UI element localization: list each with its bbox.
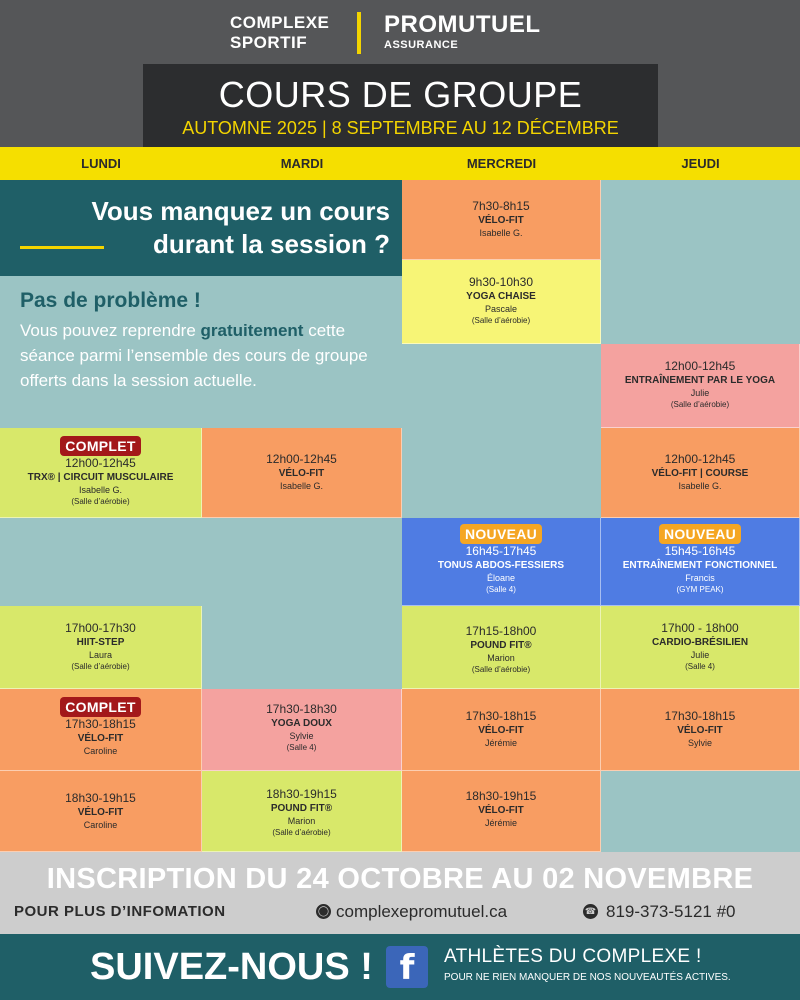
- class-name: VÉLO-FIT: [677, 725, 723, 736]
- globe-icon: ◯: [317, 906, 330, 917]
- class-mar-velo-fit: [202, 428, 402, 518]
- day-mercredi: MERCREDI: [466, 156, 537, 171]
- class-instructor: Pascale: [484, 304, 518, 314]
- class-instructor: Isabelle G.: [479, 228, 523, 238]
- promo-heading: Pas de problème !: [20, 289, 201, 312]
- class-name: VÉLO-FIT: [77, 733, 124, 744]
- class-room: (Salle 4): [286, 743, 317, 752]
- class-time: 12h00-12h45: [664, 452, 736, 466]
- class-instructor: Isabelle G.: [279, 481, 324, 491]
- class-name: CARDIO-BRÉSILIEN: [651, 637, 749, 648]
- promo-line-2: durant la session ?: [153, 229, 390, 259]
- class-name: VÉLO-FIT: [478, 725, 524, 736]
- class-instructor: Caroline: [83, 820, 118, 830]
- class-lun-velo-fit-1: [0, 689, 202, 771]
- info-label: POUR PLUS D’INFOMATION: [14, 903, 226, 920]
- class-mar-pound-fit: [202, 771, 402, 852]
- class-room: (Salle d’aérobie): [471, 316, 531, 325]
- class-name: POUND FIT®: [470, 640, 532, 651]
- class-time: 17h00 - 18h00: [661, 621, 739, 635]
- logo-promutuel-main: PROMUTUEL: [384, 11, 541, 38]
- class-instructor: Marion: [287, 816, 316, 826]
- class-lun-velo-fit-2: [0, 771, 202, 852]
- class-room: (Salle 4): [486, 585, 516, 594]
- facebook-group-name[interactable]: ATHLÈTES DU COMPLEXE !: [444, 946, 702, 967]
- class-jeu-velo-fit: [601, 689, 800, 771]
- class-time: 15h45-16h45: [664, 544, 736, 558]
- class-name: VÉLO-FIT | COURSE: [651, 468, 749, 479]
- title-box: [143, 64, 658, 147]
- class-name: VÉLO-FIT: [478, 805, 524, 816]
- class-room: (Salle 4): [685, 662, 715, 671]
- class-room: (Salle d’aérobie): [471, 665, 531, 674]
- day-jeudi: JEUDI: [681, 156, 720, 171]
- class-name: YOGA CHAISE: [466, 291, 536, 302]
- logo-complexe-sportif: [230, 13, 329, 53]
- days-bar: [0, 147, 800, 180]
- class-name: ENTRAÎNEMENT FONCTIONNEL: [622, 560, 778, 571]
- class-room: (Salle d’aérobie): [272, 828, 331, 837]
- facebook-group-tagline: POUR NE RIEN MANQUER DE NOS NOUVEAUTÉS ACTIVES.: [444, 972, 731, 983]
- class-jeu-entrainement-yoga: [601, 344, 800, 428]
- promo-body-text-end: cette séance parmi l’ensemble des cours de groupe offerts dans la session actuelle.: [20, 321, 368, 390]
- class-instructor: Julie: [690, 388, 710, 398]
- class-jeu-entrainement-fonctionnel: [601, 518, 800, 606]
- promo-line-1: Vous manquez un cours: [91, 196, 390, 226]
- class-instructor: Laura: [88, 650, 113, 660]
- logo-promutuel-sub: ASSURANCE: [384, 39, 459, 51]
- class-instructor: Francis: [685, 573, 715, 583]
- class-instructor: Jérémie: [484, 738, 517, 748]
- page-title: COURS DE GROUPE: [218, 74, 583, 115]
- class-instructor: Caroline: [83, 746, 118, 756]
- class-instructor: Jérémie: [484, 818, 517, 828]
- website-link[interactable]: complexepromutuel.ca: [336, 902, 508, 921]
- class-time: 17h30-18h30: [266, 702, 337, 716]
- class-name: VÉLO-FIT: [478, 215, 524, 226]
- day-mardi: MARDI: [280, 156, 324, 171]
- promo-rule: [20, 246, 104, 249]
- class-time: 12h00-12h45: [664, 359, 736, 373]
- class-instructor: Julie: [690, 650, 710, 660]
- class-mer-tonus-abdos: [402, 518, 601, 606]
- logo-promutuel: [384, 12, 541, 52]
- class-name: VÉLO-FIT: [278, 468, 325, 479]
- class-mer-velo-fit-evening: [402, 689, 601, 771]
- status-badge-complet: COMPLET: [60, 697, 141, 717]
- class-time: 9h30-10h30: [468, 275, 534, 289]
- logo-line-2: SPORTIF: [230, 33, 308, 52]
- class-mer-velo-fit-late: [402, 771, 601, 852]
- class-time: 18h30-19h15: [65, 791, 136, 805]
- class-mer-yoga-chaise: [402, 260, 601, 344]
- class-instructor: Sylvie: [687, 738, 712, 748]
- promo-body-text: Vous pouvez reprendre: [20, 321, 201, 340]
- class-mer-velo-fit-morning: [402, 180, 601, 260]
- status-badge-complet: COMPLET: [60, 436, 141, 456]
- class-time: 12h00-12h45: [65, 456, 136, 470]
- class-time: 18h30-19h15: [266, 787, 337, 801]
- class-mar-yoga-doux: [202, 689, 402, 771]
- day-lundi: LUNDI: [81, 156, 121, 171]
- class-name: ENTRAÎNEMENT PAR LE YOGA: [624, 375, 776, 386]
- facebook-icon[interactable]: f: [386, 946, 428, 988]
- follow-title: SUIVEZ-NOUS !: [90, 946, 373, 988]
- promo-body: [20, 318, 390, 393]
- class-lun-trx: [0, 428, 202, 518]
- class-instructor: Éloane: [486, 573, 516, 583]
- class-name: HIIT-STEP: [76, 637, 125, 648]
- class-instructor: Sylvie: [289, 731, 314, 741]
- promo-body-emphasis: gratuitement: [200, 321, 304, 340]
- promo-banner: [0, 180, 402, 276]
- status-badge-nouveau: NOUVEAU: [659, 524, 741, 544]
- class-name: TONUS ABDOS-FESSIERS: [437, 560, 565, 571]
- class-name: YOGA DOUX: [271, 718, 332, 729]
- class-time: 7h30-8h15: [472, 199, 530, 213]
- class-time: 18h30-19h15: [465, 789, 537, 803]
- class-instructor: Isabelle G.: [678, 481, 722, 491]
- page-subtitle: AUTOMNE 2025 | 8 SEPTEMBRE AU 12 DÉCEMBRE: [182, 118, 619, 138]
- class-jeu-cardio-bresilien: [601, 606, 800, 689]
- logo-line-1: COMPLEXE: [230, 13, 330, 32]
- class-time: 12h00-12h45: [266, 452, 337, 466]
- class-instructor: Isabelle G.: [78, 485, 123, 495]
- class-time: 17h30-18h15: [65, 717, 136, 731]
- class-room: (Salle d’aérobie): [71, 662, 130, 671]
- class-name: TRX® | CIRCUIT MUSCULAIRE: [27, 472, 174, 483]
- phone-icon: ☎: [583, 904, 598, 919]
- phone-number[interactable]: 819-373-5121 #0: [606, 902, 736, 921]
- class-time: 17h00-17h30: [65, 621, 136, 635]
- class-time: 16h45-17h45: [465, 544, 537, 558]
- class-room: (GYM PEAK): [676, 585, 724, 594]
- class-time: 17h30-18h15: [664, 709, 736, 723]
- registration-dates: INSCRIPTION DU 24 OCTOBRE AU 02 NOVEMBRE: [46, 863, 754, 895]
- status-badge-nouveau: NOUVEAU: [460, 524, 542, 544]
- logo-divider: [357, 12, 361, 54]
- class-time: 17h30-18h15: [465, 709, 537, 723]
- class-lun-hiit-step: [0, 606, 202, 689]
- class-time: 17h15-18h00: [465, 624, 537, 638]
- class-instructor: Marion: [487, 653, 515, 663]
- class-room: (Salle d’aérobie): [670, 400, 730, 409]
- class-mer-pound-fit: [402, 606, 601, 689]
- class-room: (Salle d’aérobie): [71, 497, 130, 506]
- class-name: VÉLO-FIT: [77, 807, 124, 818]
- class-name: POUND FIT®: [270, 803, 333, 814]
- class-jeu-velo-fit-course: [601, 428, 800, 518]
